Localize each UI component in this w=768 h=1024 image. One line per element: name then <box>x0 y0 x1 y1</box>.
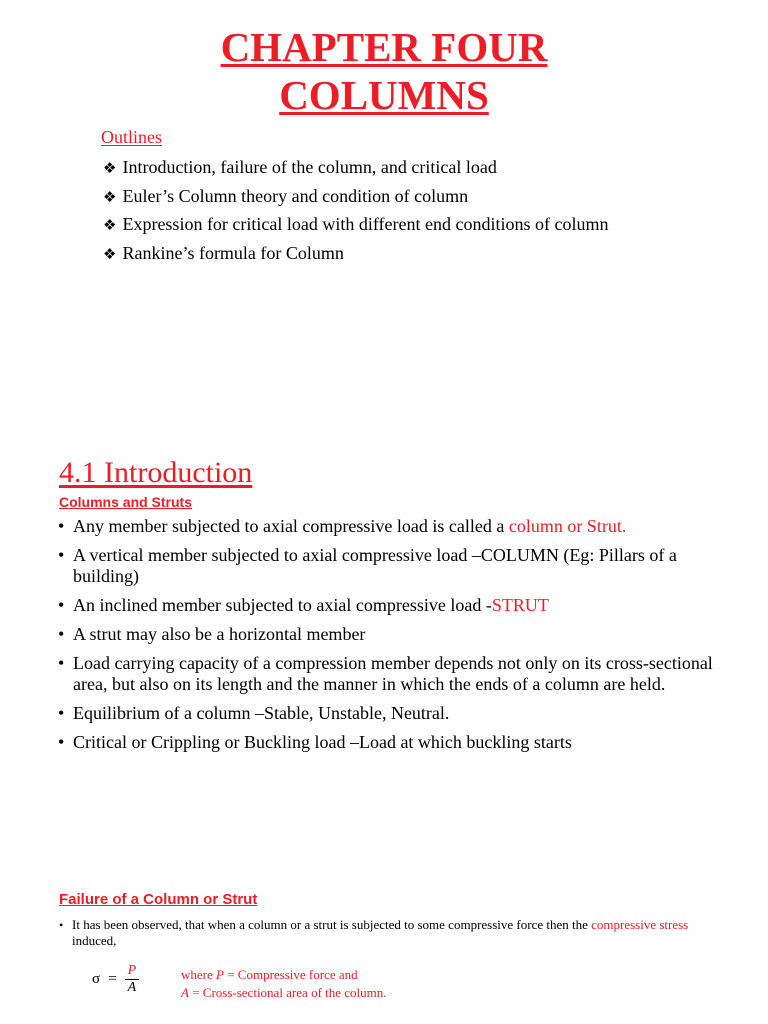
list-item <box>58 624 718 645</box>
failure-heading: Failure of a Column or Strut <box>59 891 258 908</box>
chapter-title-line1 <box>0 24 768 70</box>
outline-item <box>103 185 468 208</box>
diamond-bullet-icon: ❖ <box>103 159 117 177</box>
highlight-text: column or Strut. <box>508 516 627 536</box>
chapter-subtitle-text: COLUMNS <box>279 72 489 118</box>
outline-item-text: Euler’s Column theory and condition of column <box>122 186 469 206</box>
paragraph-text: It has been observed, that when a column or a strut is subjected to some compressive force then the <box>72 917 592 932</box>
bullet-text: Critical or Crippling or Buckling load –Load at which buckling starts <box>73 732 572 752</box>
bullet-text: Equilibrium of a column –Stable, Unstable, Neutral. <box>73 703 450 723</box>
diamond-bullet-icon: ❖ <box>103 216 117 234</box>
bullet-text: Load carrying capacity of a compression member depends not only on its cross-sectional area, but also on its length and the manner in which the ends of a column are held. <box>73 653 713 694</box>
list-item <box>58 516 718 537</box>
list-item <box>58 732 718 753</box>
paragraph-text-end: induced, <box>72 933 117 948</box>
variable-a: A <box>181 985 189 1000</box>
list-item <box>58 595 718 616</box>
diamond-bullet-icon: ❖ <box>103 188 117 206</box>
bullet-text: A strut may also be a horizontal member <box>73 624 366 644</box>
chapter-title-text: CHAPTER FOUR <box>220 24 548 70</box>
variable-p: P <box>216 967 224 982</box>
list-item <box>58 545 718 587</box>
outline-item <box>103 213 609 236</box>
formula-fraction <box>125 963 140 996</box>
list-item <box>58 703 718 724</box>
highlight-text: compressive stress <box>591 917 689 932</box>
formula-sigma: σ <box>92 971 101 987</box>
definition-line-1 <box>181 966 387 984</box>
formula-numerator: P <box>125 963 140 980</box>
outline-item-text: Introduction, failure of the column, and critical load <box>122 157 497 177</box>
outline-item <box>103 242 344 265</box>
outline-item <box>103 156 497 179</box>
stress-formula <box>92 963 139 996</box>
definition-text: = Cross-sectional area of the column. <box>188 985 387 1000</box>
formula-equals: = <box>108 971 117 987</box>
section-heading: 4.1 Introduction <box>59 456 253 489</box>
failure-paragraph <box>59 917 712 949</box>
bullet-dot-icon: • <box>59 918 64 932</box>
bullet-text: An inclined member subjected to axial compressive load - <box>73 595 492 615</box>
definition-line-2 <box>181 984 387 1002</box>
definition-text: = Compressive force and <box>223 967 358 982</box>
columns-struts-subheading: Columns and Struts <box>59 494 193 510</box>
bullet-text: A vertical member subjected to axial compressive load –COLUMN (Eg: Pillars of a building) <box>73 545 677 586</box>
highlight-text: STRUT <box>491 595 549 615</box>
bullet-text: Any member subjected to axial compressive load is called a <box>73 516 509 536</box>
formula-denominator: A <box>127 980 137 995</box>
diamond-bullet-icon: ❖ <box>103 245 117 263</box>
intro-bullet-list <box>58 516 718 761</box>
outline-item-text: Expression for critical load with different end conditions of column <box>122 214 609 234</box>
outlines-heading: Outlines <box>101 127 162 147</box>
list-item <box>58 653 718 695</box>
where-label: where <box>181 967 217 982</box>
formula-definitions <box>181 966 387 1002</box>
outline-item-text: Rankine’s formula for Column <box>122 243 344 263</box>
chapter-title-line2 <box>0 72 768 118</box>
